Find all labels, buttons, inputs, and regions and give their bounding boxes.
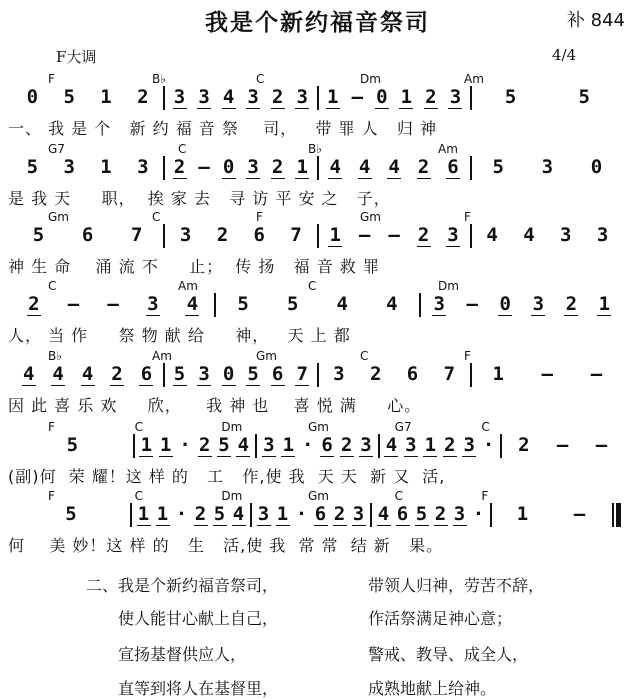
note: 1: [516, 503, 529, 525]
chord-symbol: Gm: [308, 420, 329, 434]
lyric-line: [8, 464, 625, 486]
note: 4: [222, 86, 235, 108]
note: 3: [463, 434, 475, 456]
note: 3: [405, 434, 417, 456]
note: —: [541, 363, 554, 385]
note-line: [14, 293, 621, 323]
bar-line: [163, 363, 165, 387]
note: 1: [424, 434, 437, 456]
lyric-line: [8, 533, 625, 555]
note: 3: [541, 156, 554, 178]
time-signature: 4/4: [552, 46, 577, 64]
measure: [321, 156, 468, 179]
note: 5: [218, 434, 230, 456]
lyric-text: 是 我 天 职， 挨 家 去 寻 访 平 安 之 子，: [8, 189, 391, 208]
chord-symbol: G7: [48, 142, 65, 156]
measure: [167, 224, 314, 246]
bar-line: [317, 363, 319, 387]
measure: [423, 293, 621, 316]
lyric-line: [8, 393, 625, 415]
measure: [254, 503, 368, 526]
note: 4: [22, 363, 35, 385]
note: ·: [295, 503, 308, 525]
note: —: [107, 293, 119, 315]
bar-line: [130, 503, 132, 527]
bar-line: [470, 363, 472, 387]
note: 4: [523, 224, 535, 246]
note: —: [67, 293, 80, 315]
measure: [14, 363, 161, 386]
note: 3: [137, 156, 149, 178]
measure: [167, 86, 314, 109]
note: 4: [329, 156, 341, 178]
note: 4: [377, 503, 390, 525]
note: 3: [257, 503, 270, 525]
chord-symbol: Am: [178, 279, 198, 293]
note: 1: [276, 503, 289, 525]
note: 4: [336, 293, 348, 315]
note: 5: [26, 156, 39, 178]
lyric-text: 神 生 命 涌 流 不 止； 传 扬 福 音 救 罪: [8, 257, 380, 276]
note: 2: [417, 156, 430, 178]
bar-line: [133, 434, 135, 458]
measure: [14, 293, 212, 316]
note: —: [466, 293, 478, 315]
note: 0: [499, 293, 511, 315]
note: 2: [444, 434, 456, 456]
chord-symbol: F: [481, 489, 489, 503]
bar-line: [317, 86, 319, 110]
measure: [474, 224, 621, 246]
note: 2: [340, 434, 353, 456]
score-row: [0, 279, 635, 351]
note: 3: [179, 224, 192, 246]
bar-line: [163, 224, 165, 248]
verse2-right-line: 警戒、教导、成全人，: [368, 645, 529, 664]
note: 5: [504, 86, 517, 108]
bar-line: [378, 434, 380, 458]
measure: [474, 86, 621, 108]
bar-line: [419, 293, 421, 317]
lyric-line: [8, 323, 625, 345]
chord-symbol: F: [256, 210, 263, 224]
note: 1: [296, 156, 308, 178]
note: 2: [425, 86, 437, 108]
note: 5: [213, 503, 226, 525]
note: 2: [111, 363, 123, 385]
measure: [382, 434, 499, 457]
note: ·: [302, 434, 314, 456]
note: 5: [63, 86, 75, 108]
note: 3: [198, 363, 210, 385]
lyric-line: [8, 254, 625, 276]
bar-line: [163, 86, 165, 110]
measure: [259, 434, 376, 457]
note: 2: [369, 363, 382, 385]
note: 6: [406, 363, 419, 385]
bar-line: [255, 434, 257, 458]
note: 0: [222, 363, 235, 385]
lyric-line: [8, 116, 625, 138]
verse2-left-line: 直等到将人在基督里，: [118, 679, 279, 698]
note: 5: [247, 363, 259, 385]
note: —: [198, 156, 210, 178]
note: 3: [433, 293, 445, 315]
note: 0: [376, 86, 388, 108]
note: 7: [130, 224, 143, 246]
lyric-text: 何 美 妙！这 样 的 生 活,使 我 常 常 结 新 果。: [8, 536, 444, 555]
note: 3: [198, 86, 210, 108]
note-line: [14, 363, 621, 393]
note: 3: [532, 293, 545, 315]
note: —: [388, 224, 400, 246]
chord-symbol: Dm: [221, 489, 243, 503]
note: 5: [237, 293, 249, 315]
note: ·: [175, 503, 188, 525]
lyric-text: 因 此 喜 乐 欢 欣， 我 神 也 喜 悦 满 心。: [8, 396, 422, 415]
chord-symbol: Dm: [438, 279, 459, 293]
note: 5: [286, 293, 299, 315]
key-signature: F大调: [56, 48, 97, 66]
lyric-text: (副)何 荣 耀！这 样 的 工 作,使 我 天 天 新 又 活,: [8, 467, 446, 486]
note: 1: [327, 86, 339, 108]
note: 3: [147, 293, 159, 315]
note: 3: [453, 503, 466, 525]
measure: [494, 503, 608, 525]
chord-symbol: Gm: [256, 349, 277, 363]
measure: [218, 293, 416, 315]
note-line: [14, 156, 621, 186]
note: 6: [253, 224, 265, 246]
note: —: [556, 434, 569, 456]
note: ·: [482, 434, 495, 456]
note: 2: [137, 86, 149, 108]
measure: [14, 156, 161, 178]
note-line: [14, 86, 621, 116]
score-row: [0, 420, 635, 492]
measure: [321, 363, 468, 385]
note: —: [573, 503, 586, 525]
note: 5: [415, 503, 428, 525]
note: 4: [52, 363, 64, 385]
verse2-right-line: 成熟地献上给神。: [368, 679, 497, 698]
note: 6: [81, 224, 94, 246]
chord-symbol: C: [152, 210, 161, 224]
note: 2: [271, 86, 284, 108]
note: 2: [194, 503, 207, 525]
hymn-title: 我是个新约福音祭司: [205, 10, 430, 36]
chord-symbol: Gm: [308, 489, 329, 503]
verse2-right-line: 带领人归神，劳苦不辞，: [368, 576, 545, 595]
verse2-label: 二、: [86, 576, 119, 595]
verse2-right-line: 作活祭满足神心意；: [368, 609, 513, 628]
note: 5: [32, 224, 45, 246]
score-row: [0, 72, 635, 144]
note: 5: [578, 86, 590, 108]
chord-symbol: B♭: [152, 72, 166, 86]
chord-symbol: C: [134, 489, 144, 503]
note: 4: [358, 156, 371, 178]
bar-line: [250, 503, 252, 527]
note: 6: [140, 363, 153, 385]
note: —: [358, 224, 371, 246]
measure: [321, 224, 468, 247]
note: 6: [314, 503, 327, 525]
note: —: [595, 434, 608, 456]
note: 3: [447, 224, 459, 246]
note: 2: [173, 156, 186, 178]
measure: [134, 503, 248, 526]
lyric-text: 一、 我 是 个 新 约 福 音 祭 司， 带 罪 人 归 神: [8, 119, 437, 138]
note: 5: [492, 156, 504, 178]
note: 3: [360, 434, 372, 456]
note: 1: [492, 363, 504, 385]
note: 1: [282, 434, 295, 456]
note: 3: [352, 503, 365, 525]
note: 4: [385, 434, 398, 456]
note: 1: [329, 224, 341, 246]
note: 2: [434, 503, 447, 525]
note: 3: [247, 86, 259, 108]
chord-symbol: Am: [152, 349, 172, 363]
note: 7: [290, 224, 302, 246]
measure: [167, 156, 314, 179]
chord-symbol: B♭: [48, 349, 62, 363]
note: 5: [66, 434, 79, 456]
measure: [14, 503, 128, 525]
note: 3: [333, 363, 345, 385]
note: 1: [100, 156, 112, 178]
score-row: [0, 210, 635, 282]
chord-symbol: Dm: [221, 420, 243, 434]
chord-symbol: C: [48, 279, 57, 293]
measure: [14, 434, 131, 456]
note: —: [351, 86, 364, 108]
note: 4: [388, 156, 400, 178]
chord-symbol: C: [481, 420, 490, 434]
note: 1: [140, 434, 153, 456]
note: 2: [333, 503, 346, 525]
measure: [14, 86, 161, 108]
chord-symbol: Gm: [48, 210, 69, 224]
verse2-left-line: 宣扬基督供应人，: [118, 645, 247, 664]
score-row: [0, 489, 635, 561]
bar-line: [214, 293, 216, 317]
note: 5: [65, 503, 77, 525]
note: 4: [486, 224, 498, 246]
bar-line: [317, 156, 319, 180]
note: ·: [472, 503, 485, 525]
note: 1: [100, 86, 112, 108]
note: 4: [237, 434, 250, 456]
score-row: [0, 142, 635, 214]
chord-symbol: Dm: [360, 72, 381, 86]
note: 3: [63, 156, 75, 178]
note: 1: [598, 293, 611, 315]
chord-symbol: Am: [438, 142, 458, 156]
chord-symbol: F: [464, 349, 471, 363]
note: 1: [137, 503, 150, 525]
hymn-number: 补 844: [566, 10, 625, 31]
measure: [474, 363, 621, 385]
final-bar-line: [612, 503, 621, 527]
chord-symbol: F: [464, 210, 471, 224]
note: 3: [560, 224, 572, 246]
bar-line: [500, 434, 502, 458]
note: 0: [590, 156, 603, 178]
note: 3: [263, 434, 275, 456]
note: 4: [232, 503, 245, 525]
note: 2: [198, 434, 211, 456]
chord-symbol: Gm: [360, 210, 381, 224]
note: 7: [296, 363, 308, 385]
measure: [321, 86, 468, 109]
note: ·: [179, 434, 191, 456]
note: 4: [186, 293, 199, 315]
bar-line: [163, 156, 165, 180]
measure: [504, 434, 621, 456]
note: 6: [396, 503, 409, 525]
note: 2: [417, 224, 430, 246]
measure: [374, 503, 488, 526]
note: 1: [400, 86, 413, 108]
note: 4: [81, 363, 94, 385]
verse2-left-line: 我是个新约福音祭司，: [118, 576, 279, 595]
note: 0: [222, 156, 235, 178]
score-row: [0, 349, 635, 421]
lyric-text: 人， 当 作 祭 物 献 给 神， 天 上 都: [8, 326, 351, 345]
measure: [167, 363, 314, 386]
note-line: [14, 224, 621, 254]
note: 1: [159, 434, 172, 456]
chord-symbol: B♭: [308, 142, 322, 156]
bar-line: [317, 224, 319, 248]
chord-symbol: C: [360, 349, 369, 363]
measure: [137, 434, 254, 457]
bar-line: [470, 224, 472, 248]
note: 6: [447, 156, 459, 178]
chord-symbol: Am: [464, 72, 484, 86]
note: 0: [26, 86, 39, 108]
note: 2: [28, 293, 40, 315]
bar-line: [470, 86, 472, 110]
note: 2: [518, 434, 530, 456]
note: 3: [173, 86, 186, 108]
bar-line: [470, 156, 472, 180]
note: 3: [247, 156, 259, 178]
chord-symbol: C: [178, 142, 187, 156]
note: 3: [296, 86, 308, 108]
note: 2: [271, 156, 284, 178]
note-line: [14, 434, 621, 464]
measure: [14, 224, 161, 246]
lyric-line: [8, 186, 625, 208]
chord-symbol: F: [48, 72, 55, 86]
note: 3: [449, 86, 462, 108]
chord-symbol: C: [308, 279, 317, 293]
chord-symbol: G7: [394, 420, 412, 434]
note: 6: [321, 434, 333, 456]
note-line: [14, 503, 621, 533]
note: 2: [216, 224, 229, 246]
note: 5: [173, 363, 186, 385]
note: 3: [596, 224, 609, 246]
note: 6: [271, 363, 284, 385]
chord-symbol: C: [134, 420, 144, 434]
note: 2: [565, 293, 578, 315]
chord-symbol: F: [48, 489, 55, 503]
bar-line: [370, 503, 372, 527]
note: 7: [443, 363, 456, 385]
note: —: [590, 363, 603, 385]
note: 4: [386, 293, 398, 315]
measure: [474, 156, 621, 178]
bar-line: [490, 503, 492, 527]
verse2-left-line: 使人能甘心献上自己，: [118, 609, 279, 628]
note: 1: [156, 503, 169, 525]
chord-symbol: F: [48, 420, 55, 434]
chord-symbol: C: [256, 72, 265, 86]
chord-symbol: C: [394, 489, 404, 503]
